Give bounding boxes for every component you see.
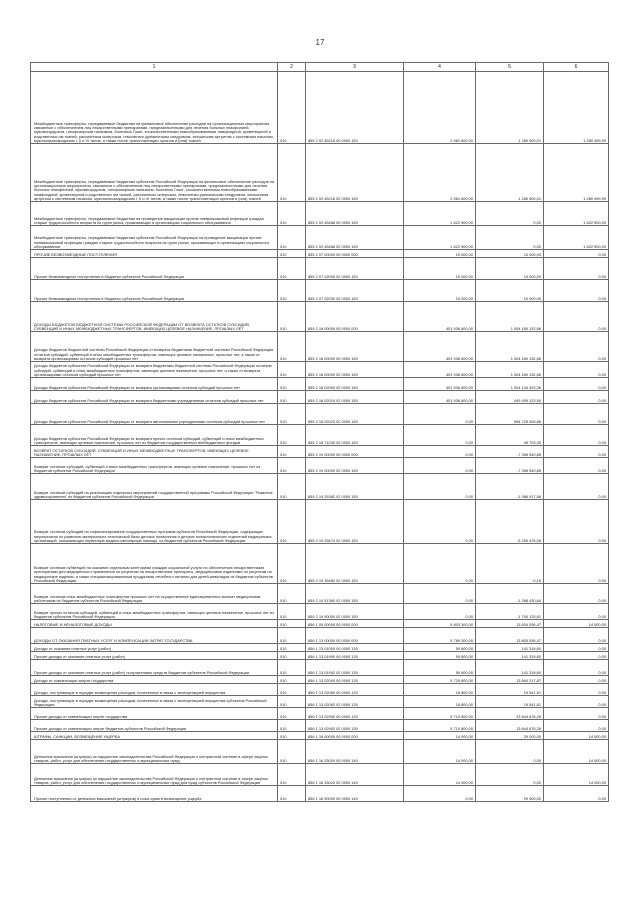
unexecuted-amount: 0,00 xyxy=(544,628,609,644)
approved-amount: 0,00 xyxy=(404,500,476,544)
table-row xyxy=(31,740,609,764)
unexecuted-amount: 0,00 xyxy=(544,676,609,684)
unexecuted-amount: 0,00 xyxy=(544,684,609,696)
approved-amount: 5 729 600,00 xyxy=(404,676,476,684)
unexecuted-amount: 0,00 xyxy=(544,280,609,302)
approved-amount: 401 936 600,00 xyxy=(404,362,476,378)
unexecuted-amount: 14 000,00 xyxy=(544,764,609,786)
budget-class-code: 856 1 13 00000 00 0000 000 xyxy=(306,628,404,644)
approved-amount: 1 622 500,00 xyxy=(404,202,476,226)
executed-amount: 554 725 305,86 xyxy=(476,404,544,425)
budget-class-code: 855 2 19 90000 02 0000 150 xyxy=(306,604,404,620)
budget-class-code: 855 2 19 25674 02 0000 150 xyxy=(306,500,404,544)
budget-class-code: 855 2 18 00000 00 0000 000 xyxy=(306,302,404,332)
row-description: Доходы от компенсации затрат государства xyxy=(31,676,278,684)
row-code: 010 xyxy=(278,404,306,425)
table-row xyxy=(31,786,609,802)
income-report-table xyxy=(30,62,609,802)
unexecuted-amount: 0,00 xyxy=(544,458,609,474)
row-description: Прочие доходы от оказания платных услуг (работ) xyxy=(31,652,278,660)
executed-amount: 13 644 676,26 xyxy=(476,720,544,732)
row-description: Доходы бюджетов бюджетной системы Российской Федерации от возврата бюджетами бюджетной системы Российской Федерации остатков субсидий, субвенций и иных межбюджетных трансфертов, имеющих целевое назначение, прошлых лет, а также от возврата организациями остатков субсидий прошлых лет xyxy=(31,332,278,362)
table-row xyxy=(31,250,609,258)
row-description: Прочие безвозмездные поступления в бюджеты субъектов Российской Федерации xyxy=(31,280,278,302)
row-code: 010 xyxy=(278,740,306,764)
budget-class-code: 856 1 13 02990 00 0000 130 xyxy=(306,708,404,720)
executed-amount: 13 834 536,47 xyxy=(476,620,544,628)
page-number: 17 xyxy=(315,38,325,47)
budget-class-code: 855 2 07 02030 02 0000 150 xyxy=(306,280,404,302)
row-description: ПРОЧИЕ БЕЗВОЗМЕЗДНЫЕ ПОСТУПЛЕНИЯ xyxy=(31,250,278,258)
budget-class-code: 855 2 18 02000 02 0000 150 xyxy=(306,378,404,391)
budget-class-code: 855 2 02 45468 02 0000 150 xyxy=(306,226,404,250)
unexecuted-amount: 0,00 xyxy=(544,258,609,280)
row-code: 010 xyxy=(278,660,306,676)
unexecuted-amount: 0,00 xyxy=(544,696,609,708)
row-description: Прочие доходы от компенсации затрат бюджетов субъектов Российской Федерации xyxy=(31,720,278,732)
unexecuted-amount: 1 280 499,99 xyxy=(544,144,609,202)
table-row xyxy=(31,72,609,144)
unexecuted-amount: 0,00 xyxy=(544,378,609,391)
row-description: Доходы бюджетов субъектов Российской Федерации от возврата организациями остатков субсидий прошлых лет xyxy=(31,378,278,391)
unexecuted-amount: 1 280 499,99 xyxy=(544,72,609,144)
approved-amount: 0,00 xyxy=(404,604,476,620)
row-description: Прочие доходы от компенсации затрат государства xyxy=(31,708,278,720)
budget-class-code: 855 2 18 00000 02 0000 150 xyxy=(306,362,404,378)
budget-class-code: 856 1 13 02062 02 0000 130 xyxy=(306,696,404,708)
approved-amount: 2 561 600,00 xyxy=(404,144,476,202)
table-row xyxy=(31,676,609,684)
row-description: Межбюджетные трансферты, передаваемые бюджетам субъектов Российской Федерации на финансовое обеспечение расходов на организационные мероприятия, связанные с обеспечением лиц лекарственными препаратами, предназначенными для лечения больных гемофилией, муковисцидозом, гипофизарным нанизмом, болезнью Гоше, злокачественными новообразованиями лимфоидной, кроветворной и родственных им тканей, рассеянным склерозом, гемолитико-уремическим синдромом, юношеским артритом с системным началом, мукополисахаридозом I, II и VI типов, а также после трансплантации органов и (или) тканей xyxy=(31,144,278,202)
table-row xyxy=(31,280,609,302)
row-code: 010 xyxy=(278,652,306,660)
table-row xyxy=(31,446,609,458)
approved-amount: 5 710 800,00 xyxy=(404,708,476,720)
row-description: Межбюджетные трансферты, передаваемые бюджетам на финансовое обеспечение расходов на организационные мероприятия, связанные с обеспечением лиц лекарственными препаратами, предназначенными для лечения больных гемофилией, муковисцидозом, гипофизарным нанизмом, болезнью Гоше, злокачественными новообразованиями лимфоидной, кроветворной и родственных им тканей, рассеянным склерозом, гемолитико-уремическим синдромом, юношеским артритом с системным началом, мукополисахаридозом I, II и VI типов, а также после трансплантации органов и (или) тканей xyxy=(31,72,278,144)
approved-amount: 5 710 800,00 xyxy=(404,720,476,732)
column-header: 6 xyxy=(544,63,609,72)
executed-amount: 13 644 676,26 xyxy=(476,708,544,720)
row-code: 010 xyxy=(278,391,306,404)
approved-amount: 0,00 xyxy=(404,544,476,584)
column-header: 3 xyxy=(306,63,404,72)
approved-amount: 5 789 300,00 xyxy=(404,628,476,644)
table-row xyxy=(31,226,609,250)
budget-class-code: 856 1 13 01000 00 0000 130 xyxy=(306,644,404,652)
budget-class-code: 855 2 02 45216 00 0000 150 xyxy=(306,72,404,144)
row-description: Возврат остатков субвенций на оказание отдельным категориям граждан социальной услуги по обеспечению лекарственными препаратами для медицинского применения по рецептам на лекарственные препараты, медицинскими изделиями по рецептам на медицинские изделия, а также специализированными продуктами лечебного питания для детей-инвалидов из бюджетов субъектов Российской Федерации xyxy=(31,544,278,584)
unexecuted-amount: 0,00 xyxy=(544,250,609,258)
approved-amount: 401 936 600,00 xyxy=(404,378,476,391)
row-description: Доходы бюджетов субъектов Российской Федерации от возврата бюджетами бюджетной системы Российской Федерации остатков субсидий, субвенций и иных межбюджетных трансфертов, имеющих целевое назначение, прошлых лет, а также от возврата организациями остатков субсидий прошлых лет xyxy=(31,362,278,378)
budget-class-code: 856 1 13 01992 02 0000 130 xyxy=(306,660,404,676)
table-row xyxy=(31,500,609,544)
unexecuted-amount: 0,00 xyxy=(544,720,609,732)
budget-class-code: 855 2 18 02020 02 0000 150 xyxy=(306,404,404,425)
unexecuted-amount: 0,00 xyxy=(544,604,609,620)
executed-amount: 19 541,61 xyxy=(476,696,544,708)
row-description: Возврат остатков субсидий, субвенций и иных межбюджетных трансфертов, имеющих целевое назначение, прошлых лет из бюджетов субъектов Российской Федерации xyxy=(31,458,278,474)
budget-class-code: 855 2 18 02010 02 0000 150 xyxy=(306,391,404,404)
row-code: 010 xyxy=(278,764,306,786)
row-code: 010 xyxy=(278,362,306,378)
executed-amount: 10 000,00 xyxy=(476,280,544,302)
approved-amount: 14 000,00 xyxy=(404,740,476,764)
row-code: 010 xyxy=(278,458,306,474)
table-row xyxy=(31,764,609,786)
unexecuted-amount: 0,00 xyxy=(544,544,609,584)
approved-amount: 10 000,00 xyxy=(404,258,476,280)
budget-class-code: 855 2 18 71030 02 0000 150 xyxy=(306,425,404,446)
row-description: Денежные взыскания (штрафы) за нарушение законодательства Российской Федерации о контрактной системе в сфере закупок товаров, работ, услуг для обеспечения государственных и муниципальных нужд xyxy=(31,740,278,764)
executed-amount: 0,00 xyxy=(476,764,544,786)
executed-amount: -1 086 917,56 xyxy=(476,474,544,500)
row-description: ВОЗВРАТ ОСТАТКОВ СУБСИДИЙ, СУБВЕНЦИЙ И ИНЫХ МЕЖБЮДЖЕТНЫХ ТРАНСФЕРТОВ, ИМЕЮЩИХ ЦЕЛЕВОЕ НАЗНАЧЕНИЕ, ПРОШЛЫХ ЛЕТ xyxy=(31,446,278,458)
budget-class-code: 855 2 07 00000 00 0000 000 xyxy=(306,250,404,258)
unexecuted-amount: 0,00 xyxy=(544,644,609,652)
approved-amount: 0,00 xyxy=(404,446,476,458)
table-row xyxy=(31,458,609,474)
table-row xyxy=(31,584,609,604)
row-code: 010 xyxy=(278,544,306,584)
column-header: 1 xyxy=(31,63,278,72)
unexecuted-amount: 0,00 xyxy=(544,332,609,362)
row-code: 010 xyxy=(278,604,306,620)
budget-class-code: 856 1 13 01990 00 0000 130 xyxy=(306,652,404,660)
column-header: 2 xyxy=(278,63,306,72)
unexecuted-amount: 0,00 xyxy=(544,652,609,660)
row-code: 010 xyxy=(278,708,306,720)
table-row xyxy=(31,474,609,500)
approved-amount: 5 803 300,00 xyxy=(404,620,476,628)
approved-amount: 0,00 xyxy=(404,458,476,474)
table-row xyxy=(31,732,609,740)
approved-amount: 10 000,00 xyxy=(404,250,476,258)
executed-amount: 29 000,00 xyxy=(476,732,544,740)
table-row xyxy=(31,332,609,362)
row-code: 010 xyxy=(278,696,306,708)
row-description: Возврат остатков субсидий на софинансирование государственных программ субъектов Российской Федерации, содержащих мероприятия по развитию материально-технической базы детских поликлиник и детских поликлинических отделений медицинских организаций, оказывающих первичную медико-санитарную помощь, из бюджетов субъектов Российской Федерации xyxy=(31,500,278,544)
unexecuted-amount: 14 000,00 xyxy=(544,740,609,764)
row-description: Прочие поступления от денежных взысканий (штрафов) и иных сумм в возмещение ущерба xyxy=(31,786,278,802)
executed-amount: 29 000,00 xyxy=(476,786,544,802)
table-row xyxy=(31,708,609,720)
approved-amount: 18 800,00 xyxy=(404,696,476,708)
executed-amount: 449 459 123,50 xyxy=(476,391,544,404)
row-code: 010 xyxy=(278,446,306,458)
row-code: 010 xyxy=(278,258,306,280)
unexecuted-amount: 0,00 xyxy=(544,660,609,676)
row-description: ШТРАФЫ, САНКЦИИ, ВОЗМЕЩЕНИЕ УЩЕРБА xyxy=(31,732,278,740)
budget-class-code: 856 1 13 02992 02 0000 130 xyxy=(306,720,404,732)
approved-amount: 0,00 xyxy=(404,404,476,425)
row-description: НАЛОГОВЫЕ И НЕНАЛОГОВЫЕ ДОХОДЫ xyxy=(31,620,278,628)
row-code: 010 xyxy=(278,302,306,332)
budget-class-code: 855 2 18 00000 00 0000 150 xyxy=(306,332,404,362)
approved-amount: 401 936 600,00 xyxy=(404,302,476,332)
approved-amount: 0,00 xyxy=(404,786,476,802)
row-description: Доходы бюджетов субъектов Российской Федерации от возврата прочих остатков субсидий, субвенций и иных межбюджетных трансфертов, имеющих целевое назначение, прошлых лет из бюджетов государственных внебюджетных фондов xyxy=(31,425,278,446)
executed-amount: 0,00 xyxy=(476,226,544,250)
column-header: 5 xyxy=(476,63,544,72)
row-description: Возврат остатков субсидий на реализацию отдельных мероприятий государственной программы Российской Федерации "Развитие здравоохранения" из бюджетов субъектов Российской Федерации xyxy=(31,474,278,500)
approved-amount: 10 000,00 xyxy=(404,280,476,302)
executed-amount: 1 004 180 132,66 xyxy=(476,302,544,332)
executed-amount: 1 004 134 429,36 xyxy=(476,378,544,391)
table-row xyxy=(31,620,609,628)
budget-class-code: 855 2 07 02000 02 0000 150 xyxy=(306,258,404,280)
budget-class-code: 855 2 02 45216 02 0000 150 xyxy=(306,144,404,202)
approved-amount: 18 800,00 xyxy=(404,684,476,696)
row-description: Доходы от оказания платных услуг (работ) xyxy=(31,644,278,652)
executed-amount: 1 004 180 132,66 xyxy=(476,332,544,362)
unexecuted-amount: 0,00 xyxy=(544,446,609,458)
table-row xyxy=(31,628,609,644)
unexecuted-amount: 14 000,00 xyxy=(544,620,609,628)
row-code: 010 xyxy=(278,72,306,144)
approved-amount: 14 000,00 xyxy=(404,764,476,786)
row-description: Доходы бюджетов субъектов Российской Федерации от возврата бюджетными учреждениями остатков субсидий прошлых лет xyxy=(31,391,278,404)
executed-amount: -1 700 125,61 xyxy=(476,604,544,620)
unexecuted-amount: 0,00 xyxy=(544,404,609,425)
table-row xyxy=(31,144,609,202)
budget-class-code: 855 2 19 35460 02 0000 150 xyxy=(306,544,404,584)
unexecuted-amount: 1 622 500,00 xyxy=(544,202,609,226)
budget-class-code: 855 2 02 45468 00 0000 150 xyxy=(306,202,404,226)
approved-amount: 59 600,00 xyxy=(404,644,476,652)
row-description: Межбюджетные трансферты, передаваемые бюджетам на проведение вакцинации против пневмококковой инфекции граждан старше трудоспособного возраста из групп риска, проживающих в организациях социального обслуживания xyxy=(31,202,278,226)
row-code: 010 xyxy=(278,500,306,544)
table-row xyxy=(31,391,609,404)
executed-amount: 1 004 180 132,66 xyxy=(476,362,544,378)
unexecuted-amount: 0,00 xyxy=(544,584,609,604)
approved-amount: 401 936 600,00 xyxy=(404,332,476,362)
approved-amount: 1 622 500,00 xyxy=(404,226,476,250)
table-row xyxy=(31,362,609,378)
row-description: Возврат прочих остатков субсидий, субвенций и иных межбюджетных трансфертов, имеющих целевое назначение, прошлых лет из бюджетов субъектов Российской Федерации xyxy=(31,604,278,620)
table-row xyxy=(31,302,609,332)
approved-amount: 0,00 xyxy=(404,425,476,446)
row-code: 010 xyxy=(278,378,306,391)
unexecuted-amount: 0,00 xyxy=(544,708,609,720)
budget-class-code: 856 1 16 00000 00 0000 000 xyxy=(306,732,404,740)
executed-amount: 13 664 217,87 xyxy=(476,676,544,684)
table-row xyxy=(31,660,609,676)
budget-class-code: 855 2 19 25382 02 0000 150 xyxy=(306,474,404,500)
row-code: 010 xyxy=(278,202,306,226)
unexecuted-amount: 0,00 xyxy=(544,362,609,378)
budget-class-code: 856 1 16 33000 00 0000 140 xyxy=(306,740,404,764)
approved-amount: 401 936 600,00 xyxy=(404,391,476,404)
row-description: Прочие безвозмездные поступления в бюджеты субъектов Российской Федерации xyxy=(31,258,278,280)
row-description: Прочие доходы от оказания платных услуг (работ) получателями средств бюджетов субъектов Российской Федерации xyxy=(31,660,278,676)
executed-amount: 0,00 xyxy=(476,740,544,764)
row-description: Денежные взыскания (штрафы) за нарушение законодательства Российской Федерации о контрактной системе в сфере закупок товаров, работ, услуг для обеспечения государственных и муниципальных нужд для нужд субъектов Российской Федерации xyxy=(31,764,278,786)
row-description: ДОХОДЫ БЮДЖЕТОВ БЮДЖЕТНОЙ СИСТЕМЫ РОССИЙСКОЙ ФЕДЕРАЦИИ ОТ ВОЗВРАТА ОСТАТКОВ СУБСИДИЙ, СУБВЕНЦИЙ И ИНЫХ МЕЖБЮДЖЕТНЫХ ТРАНСФЕРТОВ, ИМЕЮЩИХ ЦЕЛЕВОЕ НАЗНАЧЕНИЕ, ПРОШЛЫХ ЛЕТ xyxy=(31,302,278,332)
executed-amount: 0,00 xyxy=(476,202,544,226)
approved-amount: 2 561 600,00 xyxy=(404,72,476,144)
unexecuted-amount: 0,00 xyxy=(544,425,609,446)
row-description: Доходы бюджетов субъектов Российской Федерации от возврата автономными учреждениями остатков субсидий прошлых лет xyxy=(31,404,278,425)
column-number-row xyxy=(31,63,609,72)
executed-amount: 141 318,60 xyxy=(476,660,544,676)
budget-class-code: 855 2 19 00000 00 0000 000 xyxy=(306,446,404,458)
table-row xyxy=(31,425,609,446)
unexecuted-amount: 0,00 xyxy=(544,302,609,332)
executed-amount: 141 318,60 xyxy=(476,644,544,652)
executed-amount: -7 355 549,85 xyxy=(476,446,544,458)
executed-amount: 10 000,00 xyxy=(476,258,544,280)
table-row xyxy=(31,258,609,280)
row-code: 010 xyxy=(278,732,306,740)
budget-class-code: 856 1 00 00000 00 0000 000 xyxy=(306,620,404,628)
executed-amount: 10 000,00 xyxy=(476,250,544,258)
row-code: 010 xyxy=(278,720,306,732)
approved-amount: 59 600,00 xyxy=(404,660,476,676)
table-row xyxy=(31,544,609,584)
row-description: Доходы, поступающие в порядке возмещения расходов, понесенных в связи с эксплуатацией имущества субъектов Российской Федерации xyxy=(31,696,278,708)
row-code: 010 xyxy=(278,144,306,202)
row-code: 010 xyxy=(278,226,306,250)
row-code: 010 xyxy=(278,628,306,644)
budget-class-code: 856 1 16 33020 02 0000 140 xyxy=(306,764,404,786)
row-code: 010 xyxy=(278,332,306,362)
budget-class-code: 856 1 13 02060 00 0000 130 xyxy=(306,684,404,696)
row-code: 010 xyxy=(278,250,306,258)
table-row xyxy=(31,652,609,660)
executed-amount: 13 805 536,47 xyxy=(476,628,544,644)
approved-amount: 0,00 xyxy=(404,474,476,500)
table-row xyxy=(31,696,609,708)
row-code: 010 xyxy=(278,280,306,302)
table-row xyxy=(31,720,609,732)
table-row xyxy=(31,202,609,226)
table-row xyxy=(31,604,609,620)
executed-amount: 1 280 500,01 xyxy=(476,144,544,202)
row-description: ДОХОДЫ ОТ ОКАЗАНИЯ ПЛАТНЫХ УСЛУГ И КОМПЕНСАЦИИ ЗАТРАТ ГОСУДАРСТВА xyxy=(31,628,278,644)
column-header: 4 xyxy=(404,63,476,72)
row-description: Возврат остатков иных межбюджетных трансфертов прошлых лет на осуществление единовременных выплат медицинским работникам из бюджетов субъектов Российской Федерации xyxy=(31,584,278,604)
row-code: 010 xyxy=(278,425,306,446)
budget-class-code: 856 1 16 90000 00 0000 140 xyxy=(306,786,404,802)
unexecuted-amount: 1 622 500,00 xyxy=(544,226,609,250)
row-description: Межбюджетные трансферты, передаваемые бюджетам субъектов Российской Федерации на проведение вакцинации против пневмококковой инфекции граждан старше трудоспособного возраста из групп риска, проживающих в организациях социального обслуживания xyxy=(31,226,278,250)
approved-amount: 59 600,00 xyxy=(404,652,476,660)
budget-class-code: 855 2 19 51360 02 0000 150 xyxy=(306,584,404,604)
executed-amount: -5 250 476,08 xyxy=(476,500,544,544)
table-row xyxy=(31,684,609,696)
executed-amount: -1 288 430,64 xyxy=(476,584,544,604)
unexecuted-amount: 0,00 xyxy=(544,474,609,500)
executed-amount: -0,16 xyxy=(476,544,544,584)
row-description: Доходы, поступающие в порядке возмещения расходов, понесенных в связи с эксплуатацией имущества xyxy=(31,684,278,696)
unexecuted-amount: 14 000,00 xyxy=(544,732,609,740)
executed-amount: 141 318,60 xyxy=(476,652,544,660)
executed-amount: 19 541,61 xyxy=(476,684,544,696)
approved-amount: 14 000,00 xyxy=(404,732,476,740)
row-code: 010 xyxy=(278,684,306,696)
executed-amount: -7 355 549,85 xyxy=(476,458,544,474)
row-code: 010 xyxy=(278,620,306,628)
budget-class-code: 855 2 19 00000 02 0000 150 xyxy=(306,458,404,474)
table-row xyxy=(31,644,609,652)
row-code: 010 xyxy=(278,474,306,500)
unexecuted-amount: 0,00 xyxy=(544,500,609,544)
row-code: 010 xyxy=(278,786,306,802)
table-row xyxy=(31,404,609,425)
executed-amount: 45 703,30 xyxy=(476,425,544,446)
row-code: 010 xyxy=(278,676,306,684)
unexecuted-amount: 0,00 xyxy=(544,391,609,404)
executed-amount: 1 280 500,01 xyxy=(476,72,544,144)
row-code: 010 xyxy=(278,584,306,604)
row-code: 010 xyxy=(278,644,306,652)
approved-amount: 0,00 xyxy=(404,584,476,604)
budget-class-code: 856 1 13 02000 00 0000 130 xyxy=(306,676,404,684)
table-row xyxy=(31,378,609,391)
unexecuted-amount: 0,00 xyxy=(544,786,609,802)
